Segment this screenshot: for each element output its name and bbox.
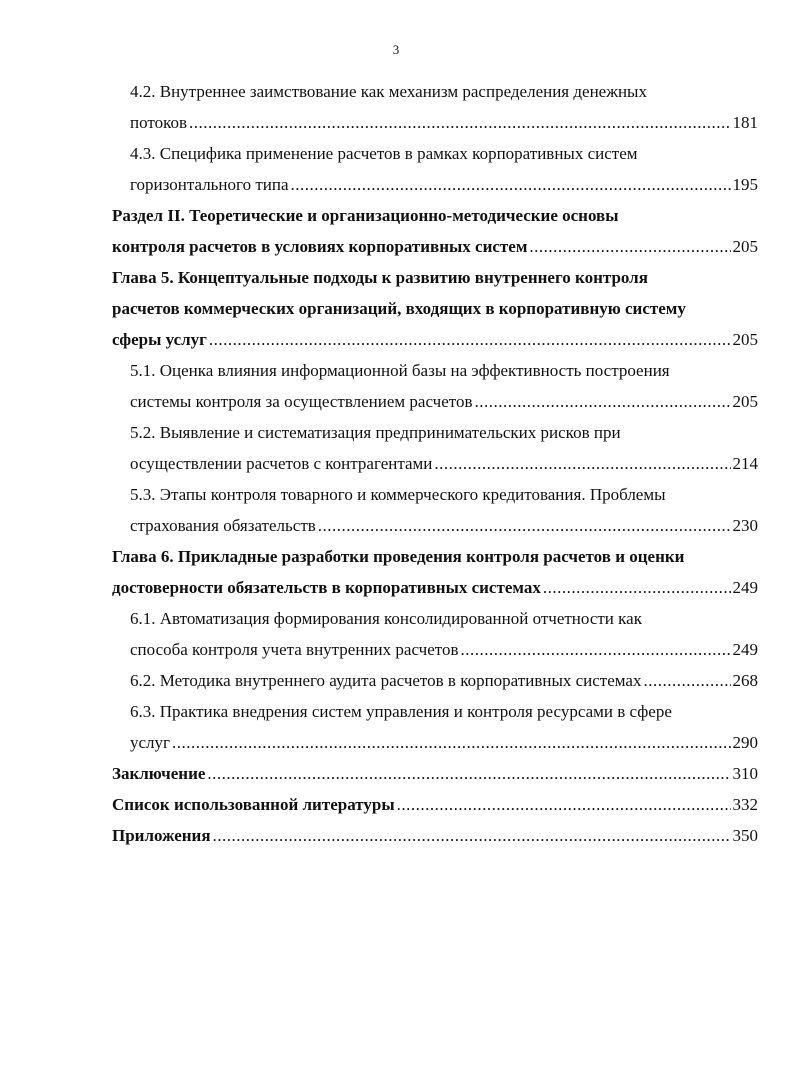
toc-6-1-line1: 6.1. Автоматизация формирования консолидированной отчетности как xyxy=(130,609,642,628)
toc-conclusion-page: 310 xyxy=(732,764,758,783)
toc-leader-dots xyxy=(529,233,730,261)
toc-leader-dots xyxy=(475,388,731,416)
toc-leader-dots xyxy=(172,729,730,757)
toc-chapter-6-entry[interactable] xyxy=(112,574,758,602)
toc-5-1-line1: 5.1. Оценка влияния информационной базы на эффективность построения xyxy=(130,361,670,380)
toc-5-1-page: 205 xyxy=(732,392,758,411)
toc-4-3-entry[interactable] xyxy=(130,171,758,199)
toc-leader-dots xyxy=(209,326,731,354)
toc-5-3-line2: страхования обязательств xyxy=(130,516,316,535)
toc-references-page: 332 xyxy=(732,795,758,814)
toc-6-2-line1: 6.2. Методика внутреннего аудита расчетов в корпоративных системах xyxy=(130,671,642,690)
toc-appendices-page: 350 xyxy=(732,826,758,845)
toc-conclusion-title: Заключение xyxy=(112,764,206,783)
toc-4-2-entry[interactable] xyxy=(130,109,758,137)
toc-6-3-line1: 6.3. Практика внедрения систем управления и контроля ресурсами в сфере xyxy=(130,702,672,721)
toc-5-3-line1: 5.3. Этапы контроля товарного и коммерческого кредитования. Проблемы xyxy=(130,485,666,504)
toc-chapter-5-entry[interactable] xyxy=(112,326,758,354)
toc-section-2-line2: контроля расчетов в условиях корпоративных систем xyxy=(112,237,528,256)
toc-6-3-entry[interactable] xyxy=(130,729,758,757)
toc-section-2-entry[interactable] xyxy=(112,233,758,261)
toc-chapter-6-line2: достоверности обязательств в корпоративных системах xyxy=(112,578,541,597)
toc-chapter-5-line3: сферы услуг xyxy=(112,330,207,349)
toc-5-3-page: 230 xyxy=(732,516,758,535)
toc-6-2-entry[interactable] xyxy=(130,667,758,695)
page-number: 3 xyxy=(392,42,400,57)
toc-6-2-page: 268 xyxy=(732,671,758,690)
toc-leader-dots xyxy=(434,450,730,478)
toc-conclusion-entry[interactable] xyxy=(112,760,758,788)
toc-leader-dots xyxy=(318,512,731,540)
toc-leader-dots xyxy=(397,791,731,819)
toc-leader-dots xyxy=(207,760,730,788)
toc-6-1-line2: способа контроля учета внутренних расчетов xyxy=(130,640,459,659)
toc-appendices-entry[interactable] xyxy=(112,822,758,850)
toc-leader-dots xyxy=(213,822,731,850)
toc-5-1-line2: системы контроля за осуществлением расчетов xyxy=(130,392,473,411)
toc-leader-dots xyxy=(543,574,731,602)
toc-chapter-6-line1: Глава 6. Прикладные разработки проведения контроля расчетов и оценки xyxy=(112,547,685,566)
toc-5-2-entry[interactable] xyxy=(130,450,758,478)
toc-references-entry[interactable] xyxy=(112,791,758,819)
toc-appendices-title: Приложения xyxy=(112,826,211,845)
toc-6-1-entry[interactable] xyxy=(130,636,758,664)
toc-5-2-page: 214 xyxy=(732,454,758,473)
toc-section-2-line1: Раздел II. Теоретические и организационно-методические основы xyxy=(112,206,619,225)
toc-references-title: Список использованной литературы xyxy=(112,795,395,814)
toc-4-3-line2: горизонтального типа xyxy=(130,175,289,194)
toc-5-2-line1: 5.2. Выявление и систематизация предпринимательских рисков при xyxy=(130,423,621,442)
toc-chapter-5-page: 205 xyxy=(732,330,758,349)
toc-6-3-page: 290 xyxy=(732,733,758,752)
toc-4-2-page: 181 xyxy=(732,113,758,132)
toc-section-2-page: 205 xyxy=(732,237,758,256)
toc-4-3-page: 195 xyxy=(732,175,758,194)
toc-5-2-line2: осуществлении расчетов с контрагентами xyxy=(130,454,433,473)
toc-leader-dots xyxy=(291,171,731,199)
toc-leader-dots xyxy=(643,667,730,695)
toc-4-2-line2: потоков xyxy=(130,113,188,132)
toc-5-1-entry[interactable] xyxy=(130,388,758,416)
toc-leader-dots xyxy=(189,109,730,137)
toc-6-3-line2: услуг xyxy=(130,733,171,752)
toc-4-2-line1: 4.2. Внутреннее заимствование как механизм распределения денежных xyxy=(130,82,647,101)
toc-chapter-6-page: 249 xyxy=(732,578,758,597)
toc-5-3-entry[interactable] xyxy=(130,512,758,540)
toc-chapter-5-line1: Глава 5. Концептуальные подходы к развитию внутреннего контроля xyxy=(112,268,648,287)
toc-chapter-5-line2: расчетов коммерческих организаций, входящих в корпоративную систему xyxy=(112,299,686,318)
toc-4-3-line1: 4.3. Специфика применение расчетов в рамках корпоративных систем xyxy=(130,144,638,163)
toc-leader-dots xyxy=(460,636,730,664)
toc-6-1-page: 249 xyxy=(732,640,758,659)
